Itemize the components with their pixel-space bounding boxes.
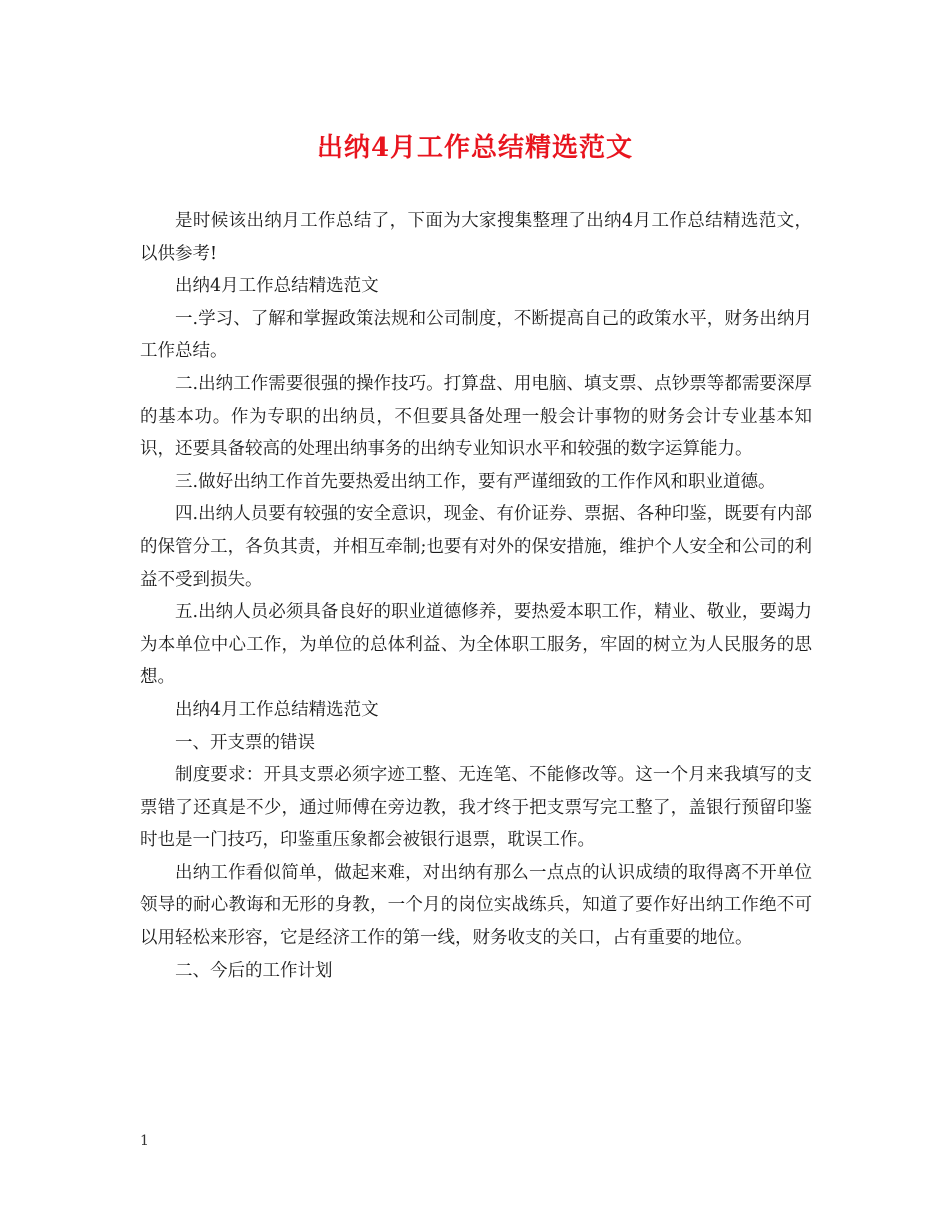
paragraph-section-1-body: 制度要求：开具支票必须字迹工整、无连笔、不能修改等。这一个月来我填写的支票错了还真是不少，通过师傅在旁边教，我才终于把支票写完工整了，盖银行预留印鉴时也是一门技巧，印鉴重压象都会被银行退票，耽误工作。 [140, 765, 812, 851]
paragraph-item-3: 三.做好出纳工作首先要热爱出纳工作，要有严谨细致的工作作风和职业道德。 [175, 471, 776, 492]
document-body [140, 205, 812, 987]
paragraph-intro: 是时候该出纳月工作总结了，下面为大家搜集整理了出纳4月工作总结精选范文，以供参考! [140, 211, 812, 264]
paragraph-reflection: 出纳工作看似简单，做起来难，对出纳有那么一点点的认识成绩的取得离不开单位领导的耐心教诲和无形的身教，一个月的岗位实战练兵，知道了要作好出纳工作绝不可以用轻松来形容，它是经济工作的第一线，财务收支的关口，占有重要的地位。 [140, 862, 812, 949]
paragraph-subheading-1: 出纳4月工作总结精选范文 [175, 276, 379, 297]
page-number: 1 [140, 1133, 149, 1149]
paragraph-item-5: 五.出纳人员必须具备良好的职业道德修养，要热爱本职工作，精业、敬业，要竭力为本单位中心工作，为单位的总体利益、为全体职工服务，牢固的树立为人民服务的思想。 [140, 602, 812, 688]
document-title: 出纳4月工作总结精选范文 [316, 133, 634, 163]
paragraph-item-2: 二.出纳工作需要很强的操作技巧。打算盘、用电脑、填支票、点钞票等都需要深厚的基本功。作为专职的出纳员，不但要具备处理一般会计事物的财务会计专业基本知识，还要具备较高的处理出纳事务的出纳专业知识水平和较强的数字运算能力。 [140, 373, 812, 460]
paragraph-section-2-heading: 二、今后的工作计划 [175, 960, 333, 981]
paragraph-section-1-heading: 一、开支票的错误 [175, 732, 315, 753]
paragraph-item-4: 四.出纳人员要有较强的安全意识，现金、有价证券、票据、各种印鉴，既要有内部的保管分工，各负其责，并相互牵制;也要有对外的保安措施，维护个人安全和公司的利益不受到损失。 [140, 504, 812, 590]
paragraph-item-1: 一.学习、了解和掌握政策法规和公司制度，不断提高自己的政策水平，财务出纳月工作总结。 [140, 308, 812, 362]
paragraph-subheading-2: 出纳4月工作总结精选范文 [175, 699, 379, 720]
